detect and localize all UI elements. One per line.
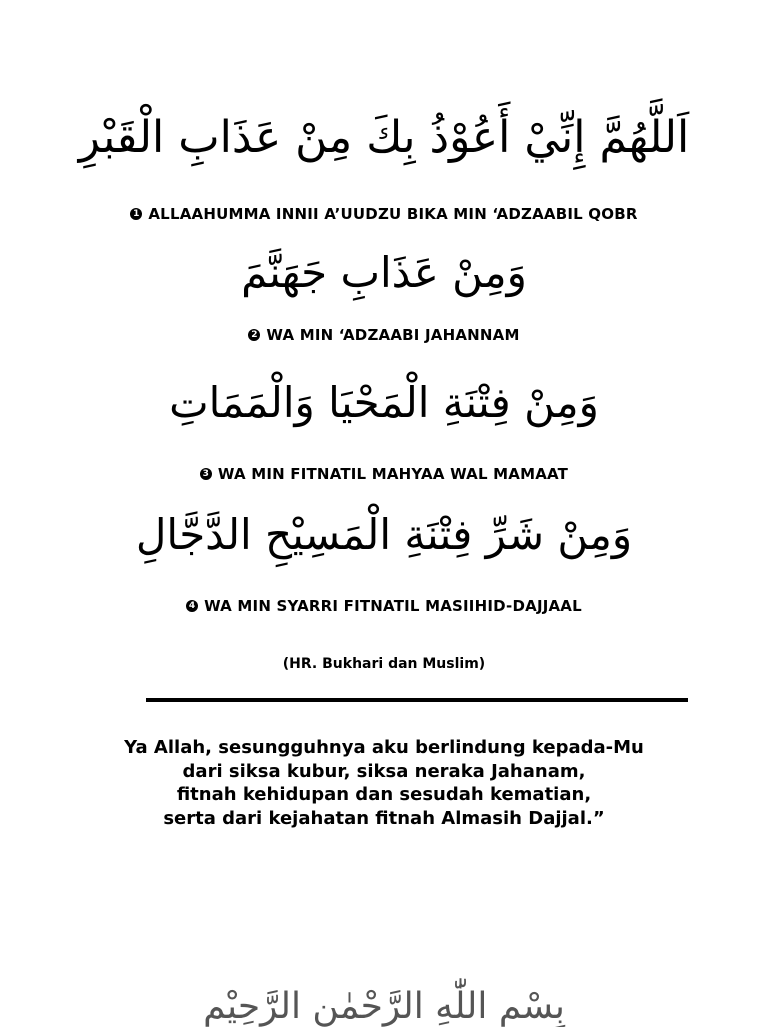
verse-4 [0, 510, 768, 560]
verse-2-transliteration-row [0, 322, 768, 344]
translation-line: serta dari kejahatan fitnah Almasih Dajjal.” [163, 807, 605, 829]
translation [0, 736, 768, 830]
verse-1 [0, 112, 768, 165]
verse-3-arabic: وَمِنْ فِتْنَةِ الْمَحْيَا وَالْمَمَاتِ [169, 378, 599, 427]
verse-2-transliteration: WA MIN ‘ADZAABI JAHANNAM [266, 326, 520, 344]
basmala: بِسْمِ اللّٰهِ الرَّحْمٰنِ الرَّحِيْمِ [203, 986, 565, 1027]
verse-number-badge: 1 [130, 208, 142, 220]
verse-2-arabic: وَمِنْ عَذَابِ جَهَنَّمَ [241, 248, 527, 297]
verse-3-transliteration: WA MIN FITNATIL MAHYAA WAL MAMAAT [217, 465, 569, 483]
verse-4-arabic: وَمِنْ شَرِّ فِتْنَةِ الْمَسِيْحِ الدَّجَّالِ [135, 510, 633, 559]
verse-number-badge: 3 [200, 468, 212, 480]
verse-4-transliteration-row [0, 593, 768, 615]
divider [146, 698, 688, 702]
verse-3-transliteration-row [0, 461, 768, 483]
verse-2 [0, 248, 768, 298]
verse-number-badge: 2 [248, 329, 260, 341]
verse-3 [0, 378, 768, 428]
translation-line: fitnah kehidupan dan sesudah kematian, [176, 784, 592, 805]
verse-number-badge: 4 [186, 600, 198, 612]
translation-line: Ya Allah, sesungguhnya aku berlindung kepada-Mu [124, 737, 644, 758]
verse-1-transliteration: ALLAAHUMMA INNII A’UUDZU BIKA MIN ‘ADZAABIL QOBR [148, 205, 638, 223]
hadith-source: (HR. Bukhari dan Muslim) [282, 656, 486, 672]
translation-line: dari siksa kubur, siksa neraka Jahanam, [182, 760, 586, 782]
verse-4-transliteration: WA MIN SYARRI FITNATIL MASIIHID-DAJJAAL [204, 597, 582, 615]
verse-1-transliteration-row [0, 201, 768, 223]
verse-1-arabic: اَللَّهُمَّ إِنِّيْ أَعُوْذُ بِكَ مِنْ عَذَابِ الْقَبْرِ [78, 112, 690, 163]
